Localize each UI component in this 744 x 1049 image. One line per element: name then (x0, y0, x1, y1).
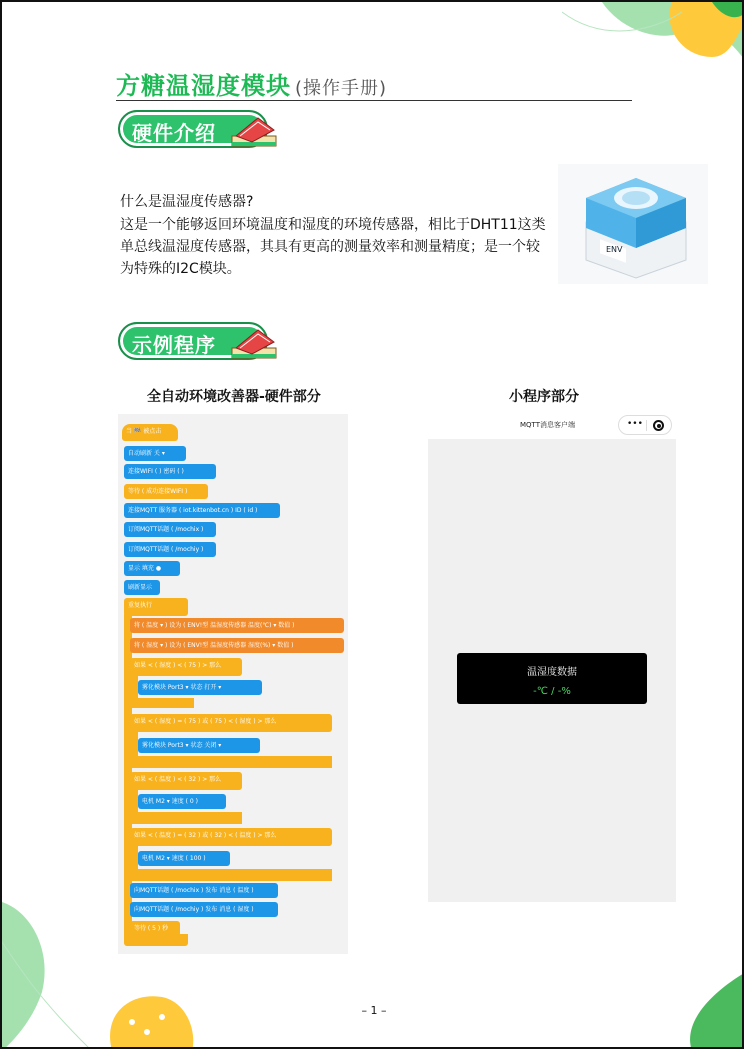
forever-loop-block: 重复执行 (124, 598, 188, 616)
code-block: 雾化模块 Port3 ▾ 状态 打开 ▾ (138, 680, 262, 695)
if-foot (130, 869, 332, 881)
code-block: 显示 填充 ● (124, 561, 180, 576)
heading-hardware-part: 全自动环境改善器-硬件部分 (147, 389, 321, 405)
code-block: 电机 M2 ▾ 速度 ( 0 ) (138, 794, 226, 809)
more-icon[interactable]: ••• (627, 419, 643, 429)
intro-question: 什么是温湿度传感器? (120, 194, 254, 210)
miniprogram-navbar (428, 412, 676, 439)
code-block: 向MQTT话题 ( /mochiy ) 发布 消息 ( 湿度 ) (130, 902, 278, 917)
card-title: 温湿度数据 (527, 667, 577, 678)
code-block: 刷新显示 (124, 580, 160, 595)
env-sensor-image (558, 164, 708, 284)
if-block: 如果 < ( 温度 ) = ( 32 ) 或 ( 32 ) < ( 温度 ) > 那么 (130, 828, 332, 846)
if-foot (130, 698, 194, 708)
books-icon (228, 112, 280, 152)
section-header-hardware (118, 110, 278, 154)
card-value: -℃ / -% (533, 686, 571, 697)
section-header-example (118, 322, 278, 366)
sensor-label: ENV (606, 245, 623, 254)
code-block: 向MQTT话题 ( /mochix ) 发布 消息 ( 温度 ) (130, 883, 278, 898)
block-code-panel (118, 414, 348, 954)
code-block: 雾化模块 Port3 ▾ 状态 关闭 ▾ (138, 738, 260, 753)
miniprogram-title: MQTT消息客户端 (520, 421, 575, 429)
page-title (116, 66, 387, 101)
section-label-example: 示例程序 (132, 333, 216, 357)
page-number: – 1 – (361, 1004, 387, 1017)
code-block: 将 ( 温度 ▾ ) 设为 ( ENV!型 温湿度传感器 温度(℃) ▾ 数值 ) (130, 618, 344, 633)
if-block: 如果 < ( 湿度 ) < ( 75 ) > 那么 (130, 658, 242, 676)
if-foot (130, 756, 332, 768)
code-block: 连接MQTT 服务器 ( iot.kittenbot.cn ) ID ( id ) (124, 503, 280, 518)
title-main: 方糖温湿度模块 (116, 72, 291, 100)
decorative-blob-top-right (562, 2, 744, 122)
sensor-data-card (457, 653, 647, 704)
capsule-divider (646, 420, 647, 431)
code-block: 订阅MQTT话题 ( /mochix ) (124, 522, 216, 537)
heading-miniprogram-part: 小程序部分 (509, 389, 579, 405)
if-block: 如果 < ( 温度 ) < ( 32 ) > 那么 (130, 772, 242, 790)
close-target-dot (657, 424, 661, 428)
code-block: 自动刷新 关 ▾ (124, 446, 186, 461)
intro-paragraph: 这是一个能够返回环境温度和湿度的环境传感器，相比于DHT11这类单总线温湿度传感器，其具有更高的测量效率和测量精度；是一个较为特殊的I2C模块。 (120, 217, 546, 277)
code-block: 订阅MQTT话题 ( /mochiy ) (124, 542, 216, 557)
title-divider (116, 100, 632, 101)
if-block: 如果 < ( 湿度 ) = ( 75 ) 或 ( 75 ) < ( 湿度 ) > 那么 (130, 714, 332, 732)
code-block: 等待 ( 成功连接WIFI ) (124, 484, 208, 499)
code-block: 连接WIFI ( ) 密码 ( ) (124, 464, 216, 479)
section-label-hardware: 硬件介绍 (132, 121, 216, 145)
books-icon (228, 324, 280, 364)
title-subtitle: (操作手册) (295, 78, 388, 99)
code-block: 电机 M2 ▾ 速度 ( 100 ) (138, 851, 230, 866)
code-block: 将 ( 湿度 ▾ ) 设为 ( ENV!型 温湿度传感器 湿度(%) ▾ 数值 ) (130, 638, 344, 653)
hat-block: 当 🏁 被点击 (122, 424, 178, 441)
code-block: 等待 ( 5 ) 秒 (130, 921, 180, 936)
miniprogram-capsule[interactable] (618, 415, 672, 435)
if-foot (130, 812, 242, 824)
